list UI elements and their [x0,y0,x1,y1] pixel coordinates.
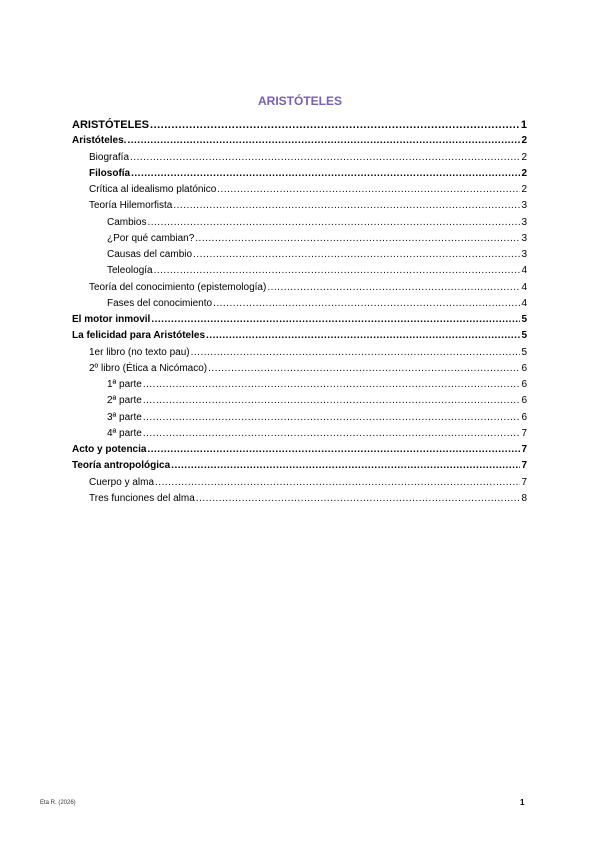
toc-entry-title: 2º libro (Ética a Nicómaco) [89,362,208,374]
toc-entry-title: 1er libro (no texto pau) [89,346,190,358]
toc-entry-title: El motor inmovil [72,314,151,325]
toc-entry-title: 2ª parte [107,395,142,407]
toc-leader-dots [130,150,520,166]
toc-entry[interactable] [72,133,527,149]
toc-entry-title: Fases del conocimiento [107,297,213,309]
toc-entry-page: 4 [521,297,527,309]
toc-entry[interactable] [72,328,527,344]
toc-entry[interactable] [72,458,527,474]
toc-leader-dots [213,296,520,312]
toc-leader-dots [206,328,520,344]
footer-page-number: 1 [520,798,525,807]
toc-entry-page: 2 [521,135,527,147]
toc-entry-title: ¿Por qué cambian? [107,232,195,244]
toc-entry[interactable] [72,393,527,409]
toc-entry-page: 8 [521,492,527,504]
toc-entry-page: 6 [521,395,527,407]
toc-leader-dots [267,280,520,296]
toc-entry-page: 5 [521,330,527,342]
toc-entry-title: Teleología [107,265,153,277]
toc-entry[interactable] [72,296,527,312]
toc-entry-title: Tres funciones del alma [89,492,195,504]
toc-entry-title: Acto y potencia [72,444,147,455]
toc-entry-title: La felicidad para Aristóteles [72,330,206,342]
toc-entry-page: 7 [521,460,527,472]
toc-entry-page: 4 [521,265,527,277]
toc-entry-title: Causas del cambio [107,249,193,260]
toc-entry-title: ARISTÓTELES [72,119,150,131]
toc-entry[interactable] [72,117,527,133]
toc-entry[interactable] [72,442,527,458]
toc-entry[interactable] [72,426,527,442]
toc-leader-dots [173,198,520,214]
toc-leader-dots [155,475,520,491]
toc-entry[interactable] [72,361,527,377]
toc-entry-title: Filosofía [89,167,131,179]
toc-entry[interactable] [72,166,527,182]
toc-entry-page: 7 [521,444,527,455]
toc-entry-title: Crítica al idealismo platónico [89,184,217,195]
toc-entry-title: Biografía [89,151,130,163]
toc-entry-title: Teoría del conocimiento (epistemología) [89,281,267,293]
toc-entry[interactable] [72,345,527,361]
toc-leader-dots [217,182,520,198]
table-of-contents [72,117,527,507]
toc-entry-page: 4 [521,281,527,293]
toc-entry-page: 7 [521,427,527,439]
toc-entry-page: 5 [521,314,527,325]
toc-entry-page: 6 [521,379,527,390]
toc-entry[interactable] [72,247,527,263]
toc-leader-dots [195,231,520,247]
toc-entry-title: Cuerpo y alma [89,476,155,488]
toc-entry-page: 6 [521,411,527,423]
toc-leader-dots [171,458,520,474]
toc-leader-dots [208,361,520,377]
toc-leader-dots [147,215,520,231]
toc-entry-page: 3 [521,249,527,260]
toc-leader-dots [196,491,521,507]
toc-leader-dots [150,117,520,133]
toc-leader-dots [131,166,520,182]
toc-leader-dots [127,133,520,149]
toc-entry-page: 6 [521,362,527,374]
toc-leader-dots [151,312,520,328]
toc-entry-page: 2 [521,151,527,163]
toc-leader-dots [143,393,521,409]
toc-entry-page: 3 [521,232,527,244]
toc-entry[interactable] [72,312,527,328]
toc-entry[interactable] [72,182,527,198]
toc-entry-title: 4ª parte [107,427,142,439]
toc-entry[interactable] [72,215,527,231]
toc-entry-page: 7 [521,476,527,488]
toc-leader-dots [191,345,521,361]
toc-entry[interactable] [72,263,527,279]
toc-entry-page: 1 [520,119,527,131]
toc-leader-dots [143,426,521,442]
toc-entry[interactable] [72,231,527,247]
toc-leader-dots [143,377,521,393]
page-title: ARISTÓTELES [257,94,342,108]
toc-entry[interactable] [72,475,527,491]
toc-entry-page: 3 [521,200,527,212]
toc-entry-page: 2 [521,167,527,179]
toc-leader-dots [147,442,520,458]
toc-entry-title: Teoría Hilemorfista [89,200,173,212]
toc-entry[interactable] [72,150,527,166]
toc-entry-title: 3ª parte [107,411,142,423]
toc-entry[interactable] [72,410,527,426]
toc-entry-page: 3 [521,216,527,228]
toc-entry-title: Teoría antropológica [72,460,171,472]
toc-leader-dots [143,410,521,426]
toc-leader-dots [193,247,520,263]
toc-entry-page: 2 [521,184,527,195]
toc-entry-title: 1ª parte [107,379,142,390]
toc-entry[interactable] [72,377,527,393]
toc-entry[interactable] [72,280,527,296]
toc-entry[interactable] [72,198,527,214]
toc-entry[interactable] [72,491,527,507]
toc-leader-dots [154,263,521,279]
toc-entry-title: Aristóteles. [72,135,127,147]
toc-entry-title: Cambios [107,216,147,228]
toc-entry-page: 5 [521,346,527,358]
footer-author: Eta R. (2026) [40,800,76,806]
